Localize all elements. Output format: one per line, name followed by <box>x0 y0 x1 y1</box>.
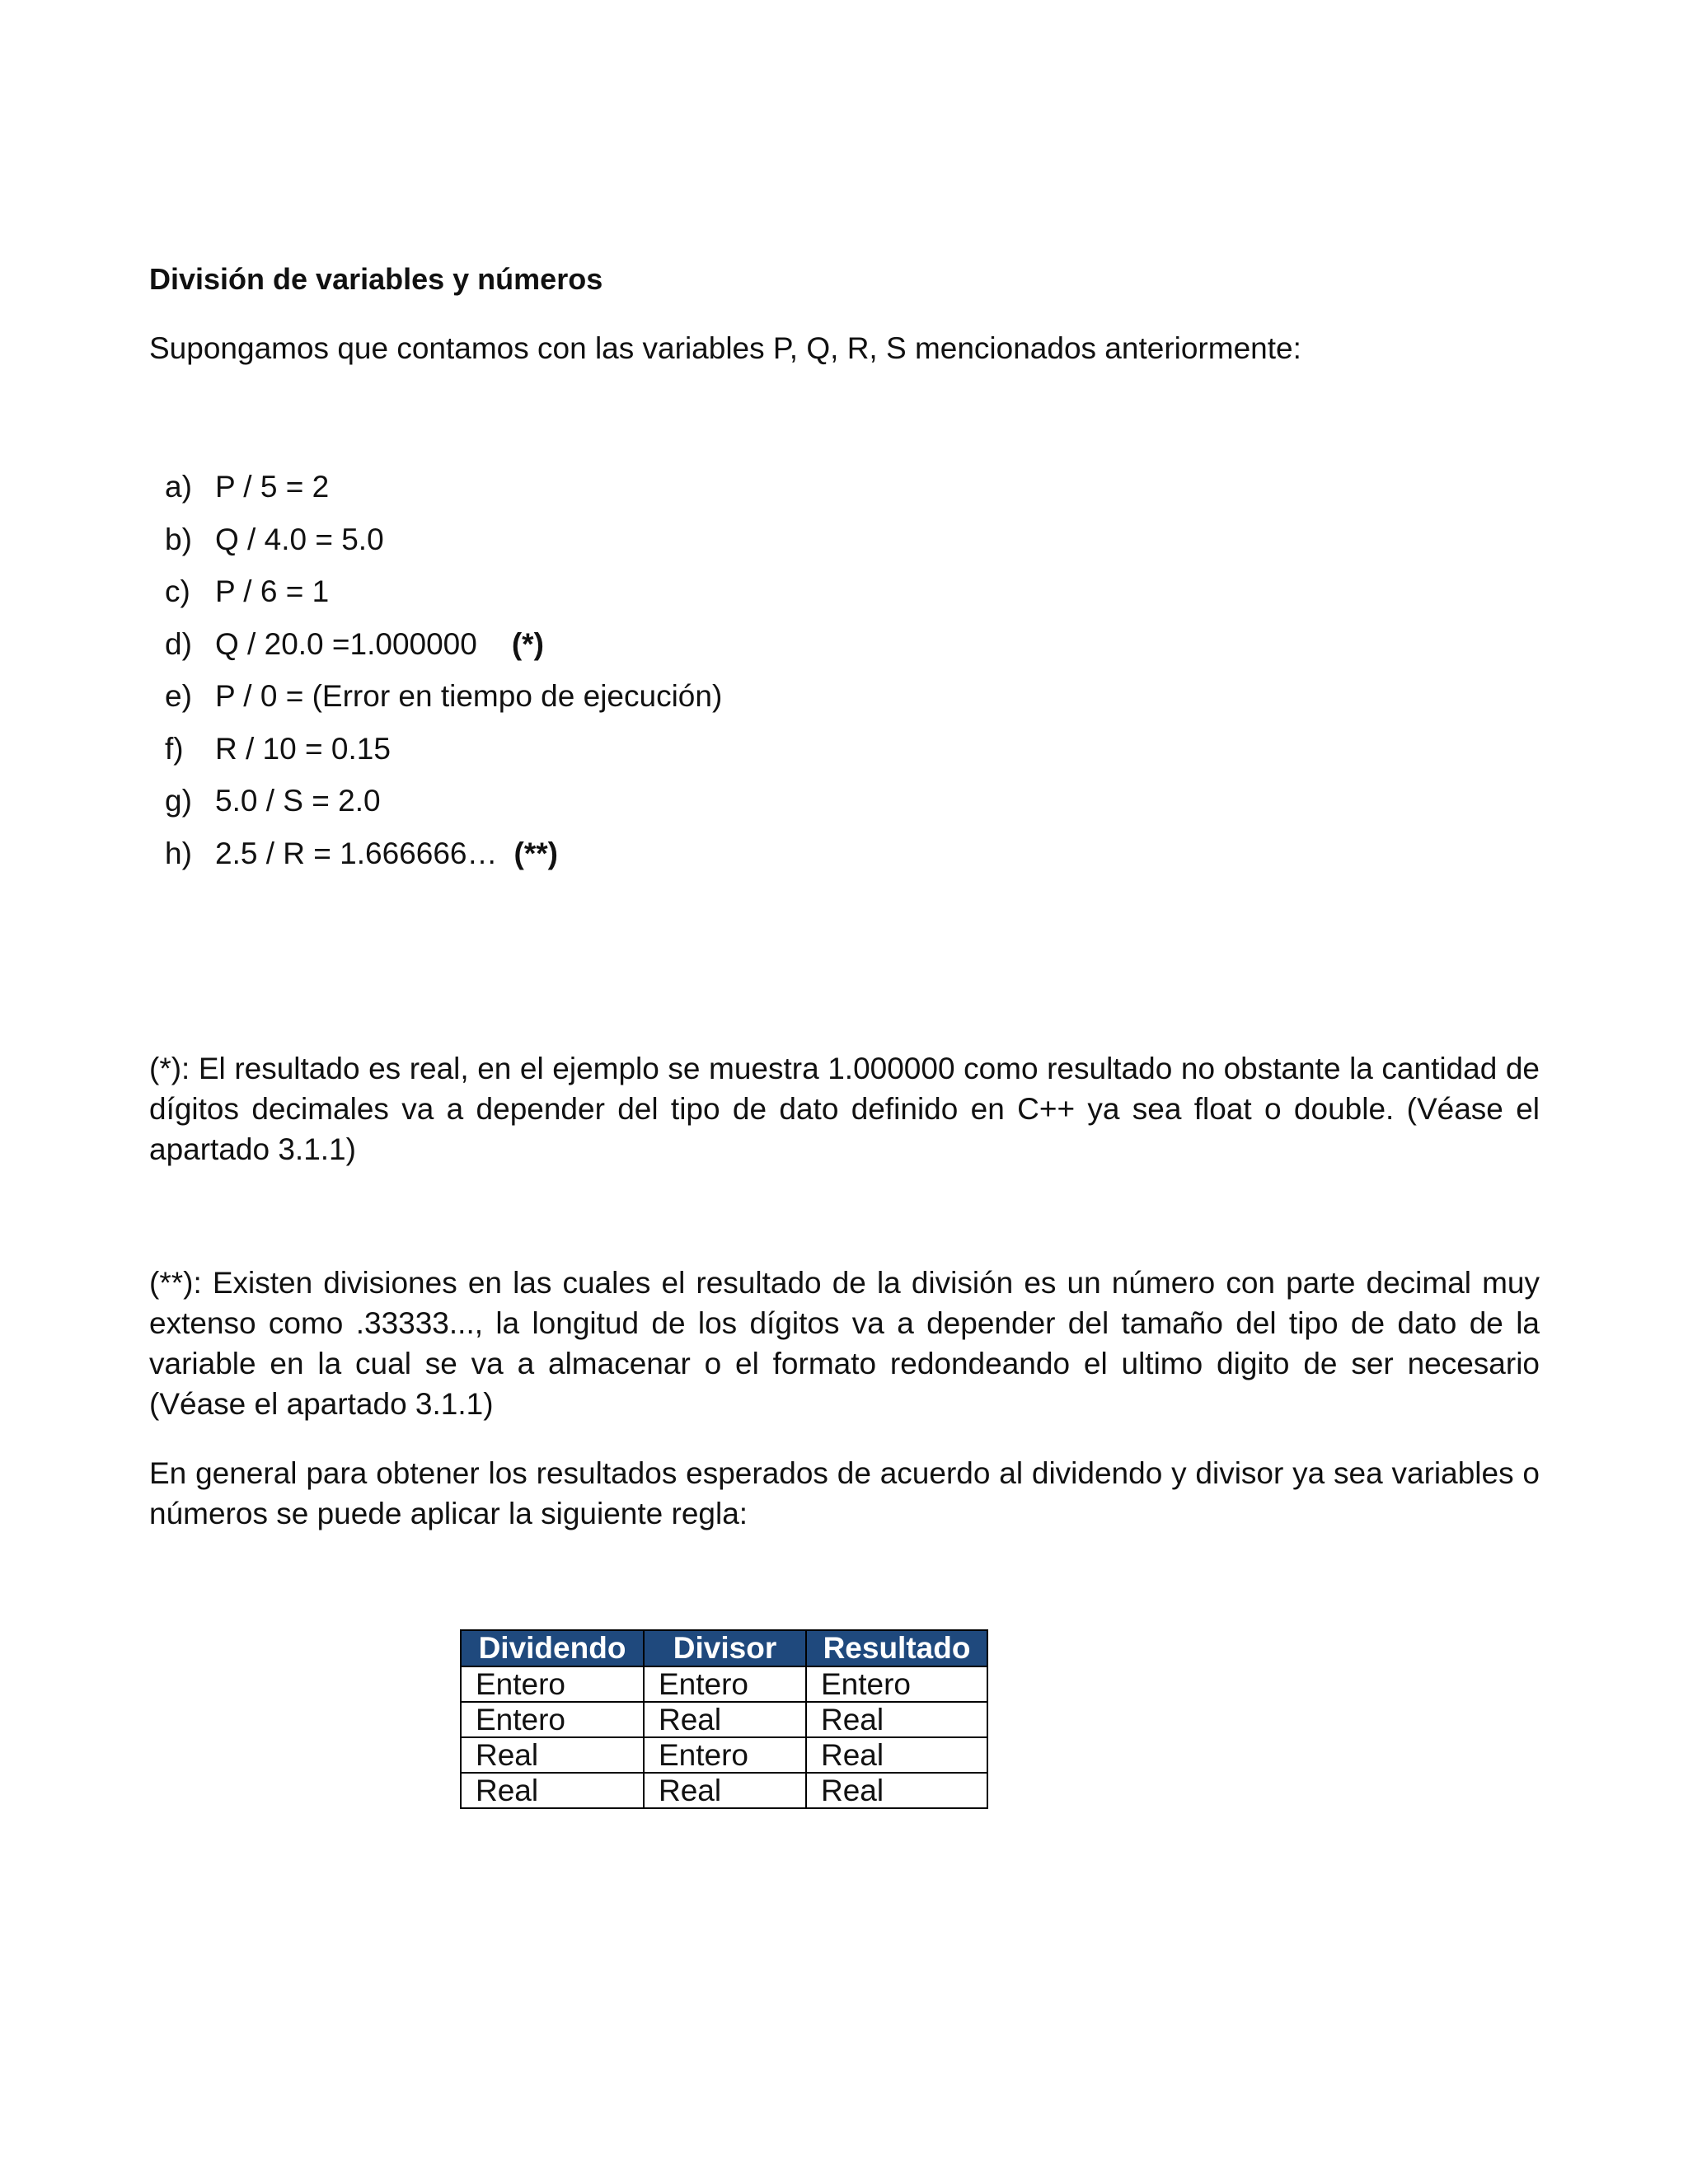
list-item-expression: P / 5 = 2 <box>215 470 330 504</box>
list-item-letter: c) <box>165 574 190 608</box>
table-row <box>461 1702 987 1737</box>
list-item-letter: a) <box>165 470 192 504</box>
header-dividendo: Dividendo <box>461 1630 644 1666</box>
table-cell: Entero <box>806 1666 987 1702</box>
table-cell: Real <box>806 1773 987 1808</box>
table-row <box>461 1666 987 1702</box>
section-heading: División de variables y números <box>149 262 603 296</box>
table-cell: Real <box>644 1773 806 1808</box>
table-cell: Real <box>806 1702 987 1737</box>
list-item-letter: h) <box>165 836 192 870</box>
list-item-expression: P / 0 = (Error en tiempo de ejecución) <box>215 679 723 713</box>
table-row <box>461 1773 987 1808</box>
table-cell: Entero <box>461 1702 644 1737</box>
list-item-expression: Q / 4.0 = 5.0 <box>215 522 384 556</box>
list-item-expression: 2.5 / R = 1.666666… <box>215 836 498 870</box>
footnote-marker: (**) <box>513 836 558 870</box>
general-rule-text: En general para obtener los resultados esperados de acuerdo al dividendo y divisor ya sea variables o números se puede aplicar la siguiente regla: <box>149 1456 1540 1530</box>
examples-list <box>165 466 722 885</box>
list-item <box>165 571 722 624</box>
table-header-row <box>461 1630 987 1666</box>
footnote-marker: (*) <box>511 626 544 661</box>
division-rule-table <box>460 1629 988 1809</box>
table-cell: Real <box>461 1737 644 1773</box>
table-cell: Real <box>806 1737 987 1773</box>
list-item <box>165 624 722 677</box>
list-item-letter: e) <box>165 679 192 713</box>
list-item-letter: f) <box>165 731 184 766</box>
list-item-letter: b) <box>165 522 192 556</box>
list-item-letter: d) <box>165 626 192 661</box>
table-cell: Real <box>644 1702 806 1737</box>
table-cell: Entero <box>644 1737 806 1773</box>
footnote-double-asterisk: (**): Existen divisiones en las cuales el resultado de la división es un número con parte decimal muy extenso como .33333..., la longitud de los dígitos va a depender del tamaño del tipo de dato de la variable en la cual se va a almacenar o el formato redondeando el ultimo digito de ser necesario (Véase el apartado 3.1.1) <box>149 1266 1540 1421</box>
table-row <box>461 1737 987 1773</box>
header-resultado: Resultado <box>806 1630 987 1666</box>
header-divisor: Divisor <box>644 1630 806 1666</box>
list-item <box>165 466 722 519</box>
table-cell: Entero <box>461 1666 644 1702</box>
table-cell: Entero <box>644 1666 806 1702</box>
intro-text: Supongamos que contamos con las variables P, Q, R, S mencionados anteriormente: <box>149 331 1301 365</box>
list-item-expression: P / 6 = 1 <box>215 574 330 608</box>
list-item-expression: R / 10 = 0.15 <box>215 731 391 766</box>
list-item-expression: 5.0 / S = 2.0 <box>215 784 381 818</box>
list-item-expression: Q / 20.0 =1.000000 <box>215 626 477 661</box>
list-item <box>165 833 722 886</box>
list-item <box>165 676 722 729</box>
list-item <box>165 519 722 572</box>
footnote-single-asterisk: (*): El resultado es real, en el ejemplo se muestra 1.000000 como resultado no obstante la cantidad de dígitos decimales va a depender del tipo de dato definido en C++ ya sea float o double. (Véase el apartado 3.1.1) <box>149 1052 1540 1166</box>
list-item <box>165 729 722 781</box>
list-item <box>165 780 722 833</box>
table-cell: Real <box>461 1773 644 1808</box>
list-item-letter: g) <box>165 784 192 818</box>
